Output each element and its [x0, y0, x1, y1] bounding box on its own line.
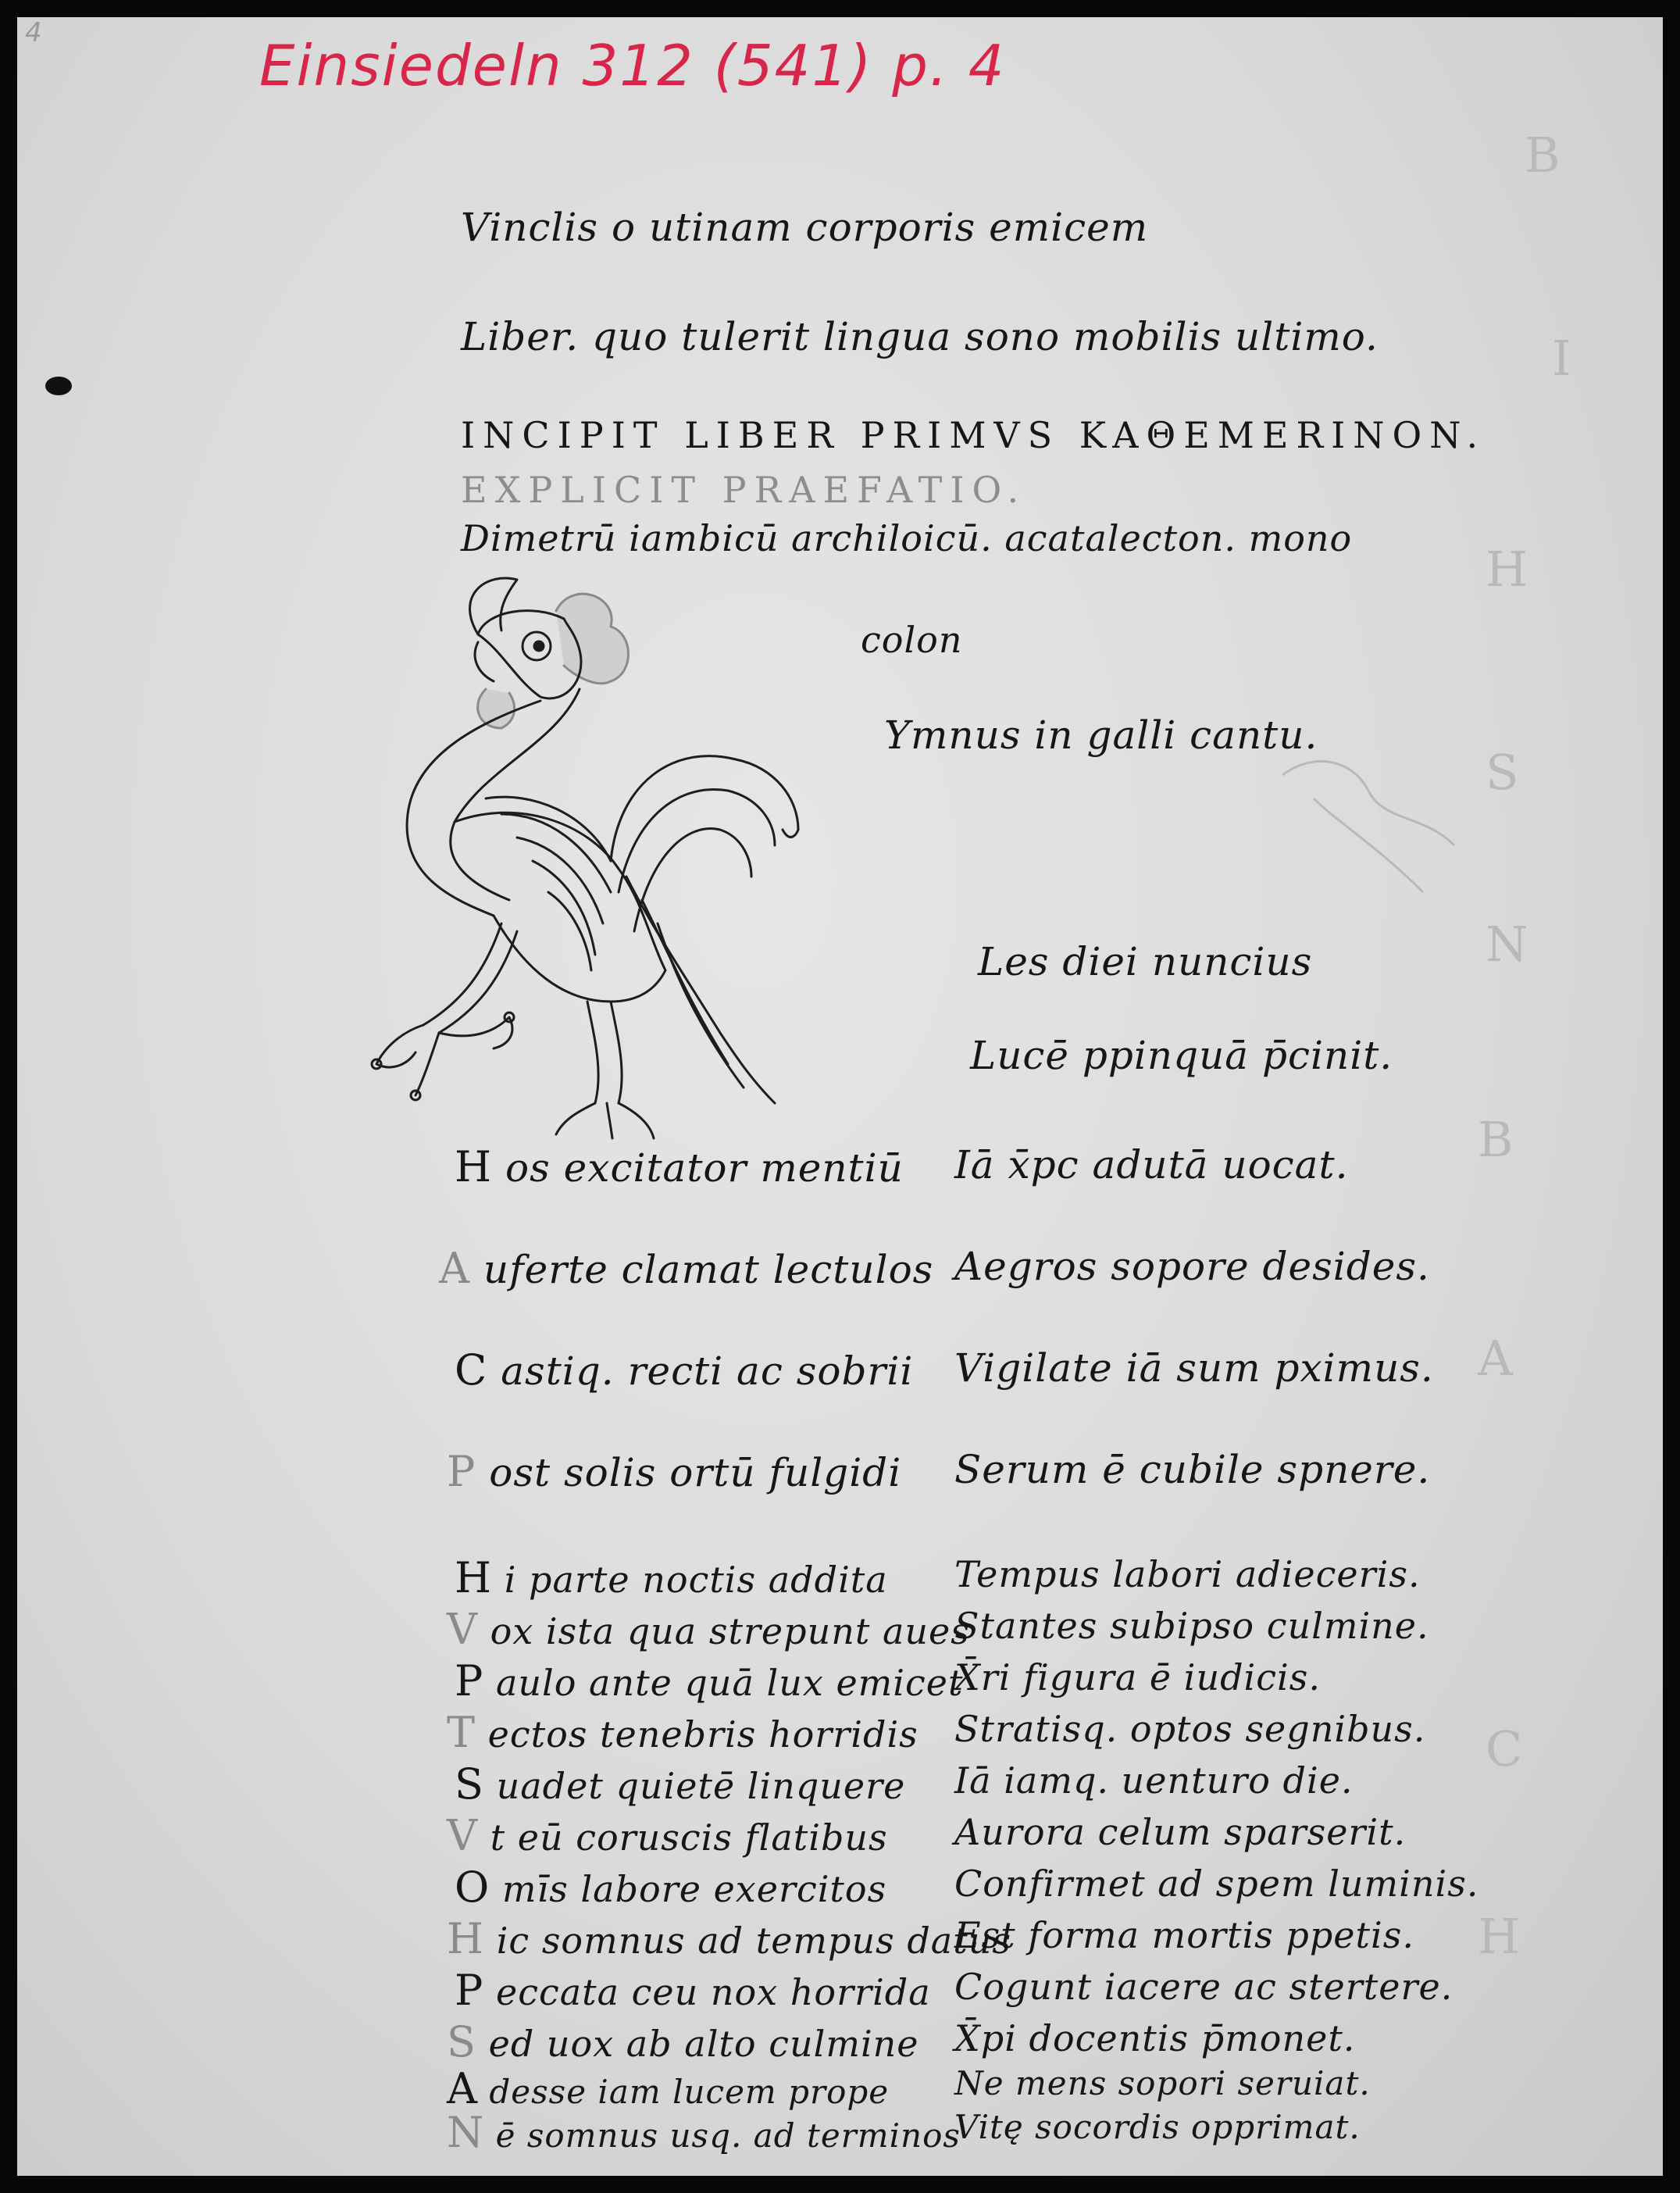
- verse-text: ost solis ortū fulgidi: [489, 1450, 902, 1495]
- verse-text: mīs labore exercitos: [501, 1868, 887, 1910]
- bleed-letter: H: [1478, 1908, 1521, 1965]
- verse-line-right: Vigilate iā sum pximus.: [954, 1345, 1434, 1391]
- verse-line-left: [455, 1142, 904, 1191]
- verse-line: Vinclis o utinam corporis emicem: [461, 205, 1149, 250]
- bleed-letter: I: [1552, 330, 1571, 387]
- verse-text: aulo ante quā lux emicet: [495, 1662, 964, 1704]
- verse-text: eccata ceu nox horrida: [495, 1971, 931, 2013]
- verse-line-right: Tempus labori adieceris.: [954, 1553, 1421, 1595]
- bleed-letter: B: [1525, 127, 1561, 184]
- verse-line-left: [447, 1447, 901, 1496]
- verse-line-left: [455, 1345, 913, 1395]
- verse-line-left: [447, 2017, 919, 2066]
- hymn-title: Ymnus in galli cantu.: [884, 713, 1318, 758]
- initial-letter: H: [447, 1914, 485, 1963]
- verse-text: ē somnus usq. ad terminos: [495, 2116, 961, 2155]
- bleed-through-bird: [1267, 752, 1470, 908]
- verse-line-left: [455, 1759, 905, 1809]
- meter-description: Dimetrū iambicū archiloicū. acatalecton. mono: [461, 517, 1353, 559]
- initial-letter: O: [455, 1863, 490, 1912]
- verse-line-right: Est forma mortis ppetis.: [954, 1914, 1414, 1956]
- punch-hole: [45, 377, 72, 395]
- verse-text: desse iam lucem prope: [489, 2073, 890, 2111]
- initial-letter: P: [455, 1966, 484, 2015]
- verse-line-left: [447, 1811, 888, 1860]
- verse-text: ed uox ab alto culmine: [488, 2023, 919, 2065]
- initial-letter: H: [455, 1553, 493, 1602]
- initial-letter: A: [439, 1244, 470, 1293]
- verse-line-left: [455, 1966, 931, 2015]
- verse-text: uferte clamat lectulos: [483, 1247, 934, 1292]
- verse-line-left: [455, 1553, 888, 1602]
- verse-line-right: Ne mens sopori seruiat.: [954, 2064, 1371, 2102]
- initial-letter: V: [447, 1605, 478, 1654]
- verse-line: Les diei nuncius: [978, 939, 1313, 984]
- shelfmark-annotation: Einsiedeln 312 (541) p. 4: [259, 33, 1006, 98]
- bleed-letter: S: [1486, 744, 1519, 801]
- verse-line-right: Aegros sopore desides.: [954, 1244, 1430, 1289]
- incipit-heading: INCIPIT LIBER PRIMVS KAΘEMERINON.: [461, 414, 1486, 456]
- bleed-letter: N: [1486, 916, 1528, 973]
- meter-description-cont: colon: [861, 619, 963, 661]
- verse-line-right: Aurora celum sparserit.: [954, 1811, 1407, 1853]
- verse-line-right: Serum ē cubile spnere.: [954, 1447, 1431, 1492]
- verse-text: os excitator mentiū: [505, 1145, 904, 1191]
- bleed-letter: H: [1486, 541, 1528, 598]
- verse-line-left: [447, 1605, 970, 1654]
- verse-line-right: Stantes subipso culmine.: [954, 1605, 1429, 1647]
- verse-line-right: Iā iamq. uenturo die.: [954, 1759, 1354, 1802]
- verse-text: ectos tenebris horridis: [487, 1713, 918, 1755]
- verse-line-right: Stratisq. optos segnibus.: [954, 1708, 1426, 1750]
- photo-frame: [17, 17, 1663, 2176]
- initial-letter: A: [447, 2064, 478, 2113]
- verse-text: i parte noctis addita: [504, 1559, 888, 1601]
- verse-text: astiq. recti ac sobrii: [501, 1348, 914, 1394]
- verse-line-right: X̄ri figura ē iudicis.: [954, 1656, 1321, 1698]
- initial-letter: S: [447, 2017, 476, 2066]
- verse-line-left: [455, 1863, 886, 1912]
- initial-letter: P: [455, 1656, 484, 1705]
- rooster-illustration: [361, 564, 861, 1142]
- verse-line-right: Cogunt iacere ac stertere.: [954, 1966, 1454, 2008]
- initial-letter: V: [447, 1811, 478, 1860]
- verse-line-left: [447, 2064, 889, 2113]
- verse-line-left: [447, 1914, 1011, 1963]
- initial-letter: T: [447, 1708, 476, 1757]
- bleed-letter: C: [1486, 1720, 1523, 1777]
- initial-letter: S: [455, 1759, 484, 1809]
- verse-line-left: [439, 1244, 933, 1293]
- verse-text: uadet quietē linquere: [496, 1765, 906, 1807]
- verse-line-right: X̄pi docentis p̄monet.: [954, 2017, 1356, 2059]
- verse-line-right: Vitę socordis opprimat.: [954, 2108, 1361, 2146]
- verse-line-left: [447, 1708, 918, 1757]
- bleed-letter: B: [1478, 1111, 1514, 1168]
- verse-line-left: [447, 2108, 961, 2157]
- verse-line-right: Confirmet ad spem luminis.: [954, 1863, 1479, 1905]
- verse-text: t eū coruscis flatibus: [490, 1816, 888, 1859]
- initial-letter: P: [447, 1447, 476, 1496]
- verse-text: ox ista qua strepunt aues: [490, 1610, 970, 1652]
- bleed-letter: A: [1478, 1330, 1513, 1387]
- corner-page-number: 4: [25, 17, 42, 48]
- explicit-heading: EXPLICIT PRAEFATIO.: [461, 469, 1027, 511]
- verse-text: ic somnus ad tempus datus: [496, 1920, 1011, 1962]
- verse-line-right: Iā x̄pc adutā uocat.: [954, 1142, 1349, 1188]
- verse-line: Lucē ppinquā p̄cinit.: [970, 1033, 1393, 1078]
- verse-line: Liber. quo tulerit lingua sono mobilis ultimo.: [461, 314, 1379, 359]
- initial-letter: N: [447, 2108, 485, 2157]
- verse-line-left: [455, 1656, 963, 1705]
- initial-letter: H: [455, 1142, 493, 1191]
- manuscript-page: [17, 17, 1663, 2176]
- initial-letter: C: [455, 1345, 488, 1395]
